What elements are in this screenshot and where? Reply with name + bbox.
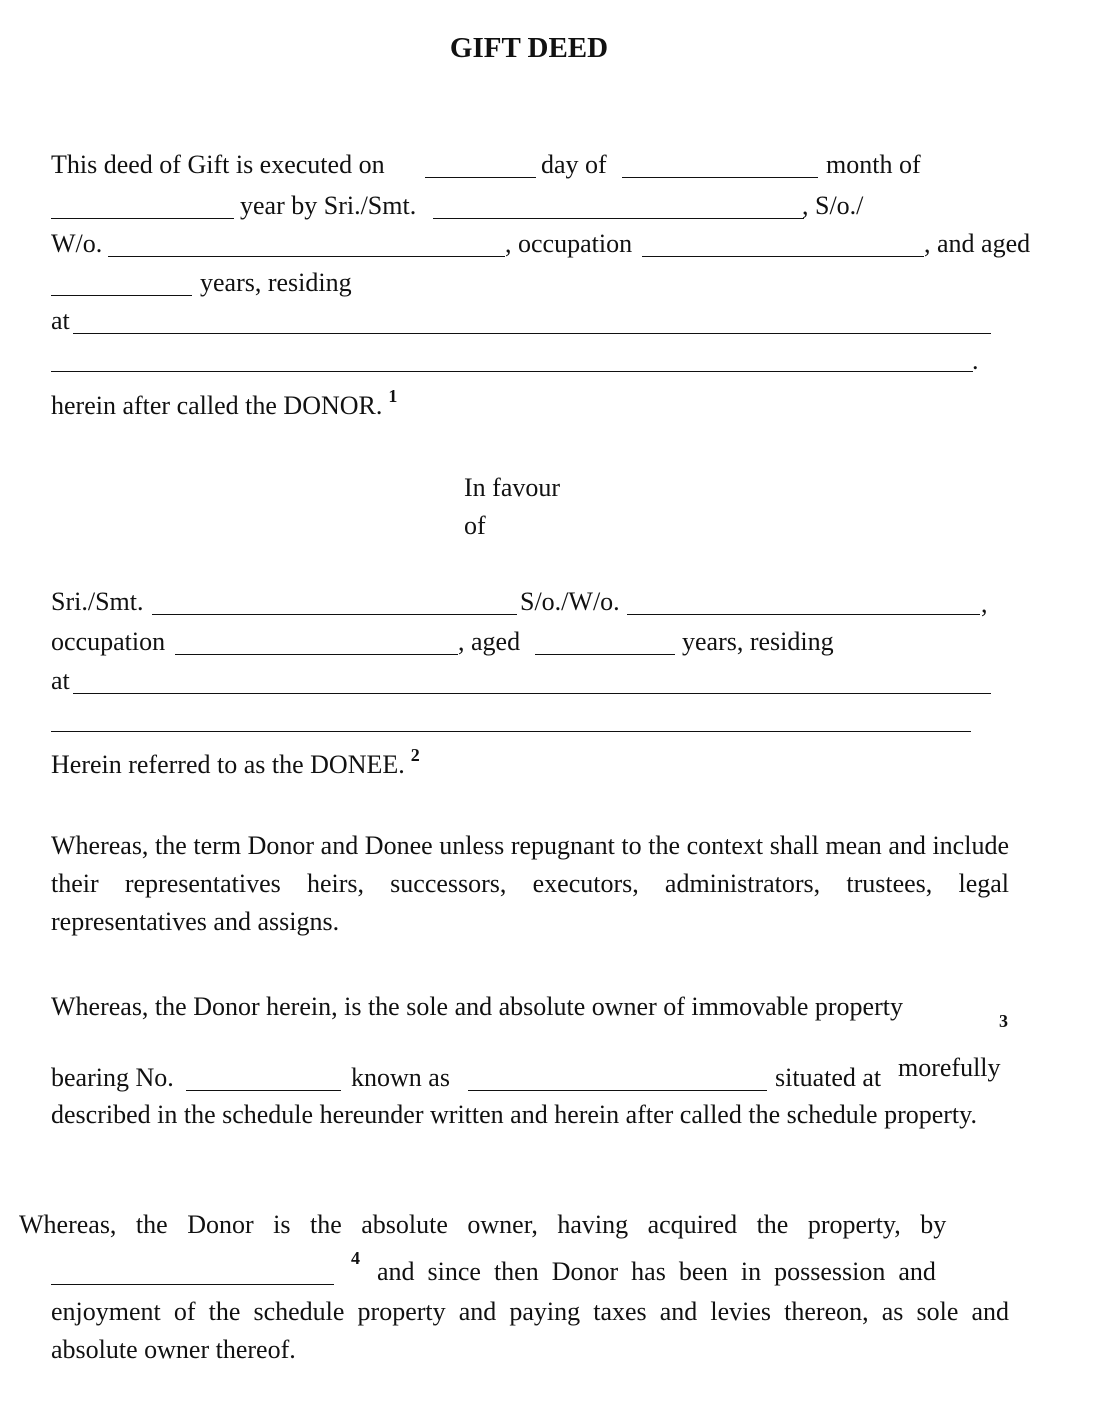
donor-definition (51, 386, 398, 423)
donor-relation-blank[interactable] (108, 256, 505, 257)
donee-address-blank-2[interactable] (51, 731, 971, 732)
whereas-2-morefully: morefully (898, 1053, 1001, 1082)
donor-address-blank-2[interactable] (51, 371, 973, 372)
whereas-2-line-1: Whereas, the Donor herein, is the sole and absolute owner of immovable property (51, 992, 903, 1021)
donor-line3-occupation: , occupation (505, 229, 633, 258)
donee-line2-aged: , aged (458, 627, 521, 656)
document-title: GIFT DEED (449, 32, 609, 64)
donee-line1-comma: , (981, 589, 988, 618)
donee-name-blank[interactable] (152, 614, 517, 615)
donor-line1-month-of: month of (826, 150, 921, 179)
donee-line1-text: Sri./Smt. (51, 587, 144, 616)
whereas-paragraph-2-rest: described in the schedule hereunder written and herein after called the schedule property. (51, 1100, 977, 1129)
donor-name-blank[interactable] (433, 218, 804, 219)
donee-definition-text: Herein referred to as the DONEE. (51, 750, 405, 779)
execution-day-blank[interactable] (425, 177, 536, 178)
donor-line3-aged: , and aged (924, 229, 1031, 258)
donor-address-period: . (972, 346, 979, 375)
donor-line5-at: at (51, 306, 70, 335)
donee-line1-relation: S/o./W/o. (520, 587, 620, 616)
donor-occupation-blank[interactable] (642, 256, 924, 257)
in-favour-line2: of (464, 511, 486, 540)
donor-line3-wo: W/o. (51, 229, 103, 258)
donee-age-blank[interactable] (535, 654, 675, 655)
whereas-paragraph-3-rest: enjoyment of the schedule property and paying taxes and levies thereon, as sole and absolute owner thereof. (51, 1297, 1009, 1364)
property-name-blank[interactable] (468, 1090, 767, 1091)
donee-address-blank-1[interactable] (73, 693, 991, 694)
footnote-4-marker: 4 (351, 1248, 360, 1268)
donor-address-blank-1[interactable] (73, 333, 991, 334)
whereas-3-line-1: Whereas, the Donor is the absolute owner, having acquired the property, by (19, 1210, 947, 1239)
footnote-1-marker: 1 (388, 386, 398, 406)
whereas-2-situated-at: situated at (775, 1063, 882, 1092)
acquisition-mode-blank[interactable] (51, 1284, 334, 1285)
whereas-paragraph-1: Whereas, the term Donor and Donee unless repugnant to the context shall mean and include their representatives heirs, successors, executors, administrators, trustees, legal representatives and assigns. (51, 831, 1009, 936)
donee-occupation-blank[interactable] (175, 654, 458, 655)
donor-definition-text: herein after called the DONOR. (51, 391, 383, 420)
donor-line2-so: , S/o./ (802, 191, 864, 220)
donee-relation-blank[interactable] (627, 614, 980, 615)
whereas-2-known-as: known as (351, 1063, 450, 1092)
in-favour-line1: In favour (464, 473, 561, 502)
donee-line2-occupation: occupation (51, 627, 166, 656)
execution-month-blank[interactable] (622, 177, 818, 178)
donor-line4-residing: years, residing (200, 268, 352, 297)
whereas-3-line-2: and since then Donor has been in possession and (377, 1257, 936, 1286)
footnote-3-marker: 3 (999, 1011, 1008, 1031)
donor-line1-text: This deed of Gift is executed on (51, 150, 385, 179)
whereas-2-bearing: bearing No. (51, 1063, 174, 1092)
donee-definition (51, 745, 420, 782)
donee-line2-residing: years, residing (682, 627, 834, 656)
donor-line2-text: year by Sri./Smt. (240, 191, 417, 220)
donor-line1-day-of: day of (541, 150, 607, 179)
footnote-2-marker: 2 (410, 745, 420, 765)
donor-age-blank[interactable] (51, 295, 192, 296)
execution-year-blank[interactable] (51, 218, 234, 219)
property-number-blank[interactable] (186, 1090, 341, 1091)
donee-line3-at: at (51, 666, 70, 695)
